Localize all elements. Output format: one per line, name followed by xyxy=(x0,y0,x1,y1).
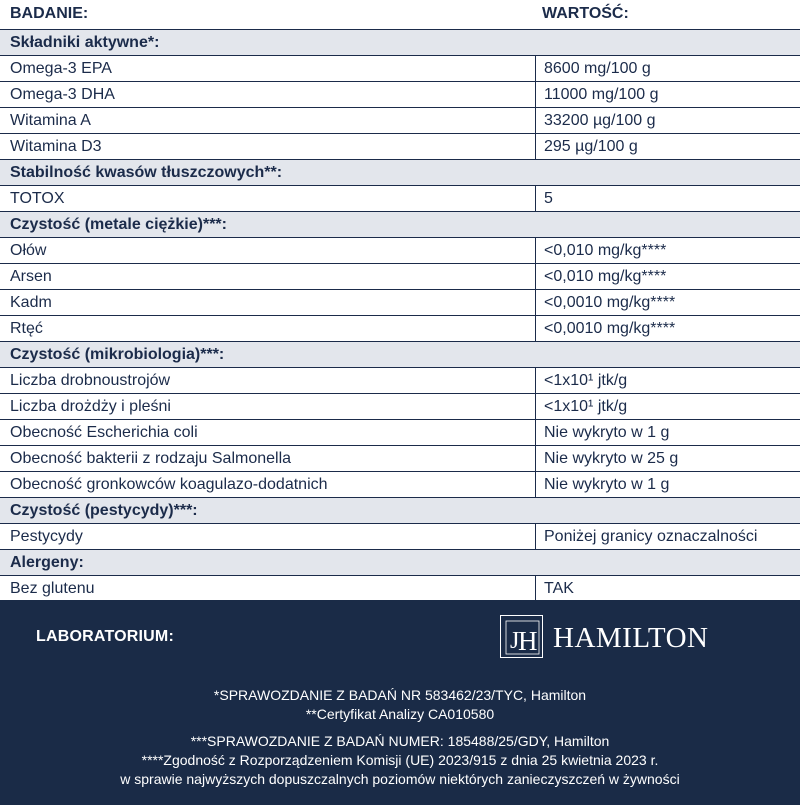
column-divider xyxy=(535,56,536,81)
column-divider xyxy=(535,394,536,419)
column-divider xyxy=(535,82,536,107)
table-row xyxy=(0,263,800,289)
column-divider xyxy=(535,238,536,263)
hamilton-logo-text: HAMILTON xyxy=(553,622,709,654)
table-row xyxy=(0,315,800,341)
section-row xyxy=(0,341,800,367)
test-value: Nie wykryto w 25 g xyxy=(544,450,679,467)
test-value: <1x10¹ jtk/g xyxy=(544,398,628,415)
column-divider xyxy=(535,316,536,341)
test-name: Pestycydy xyxy=(10,528,83,545)
column-divider xyxy=(535,420,536,445)
test-name: Obecność Escherichia coli xyxy=(10,424,198,441)
test-value: <0,0010 mg/kg**** xyxy=(544,320,676,337)
hamilton-logo-mark-icon xyxy=(500,615,543,658)
column-divider xyxy=(535,524,536,549)
section-title: Składniki aktywne*: xyxy=(10,34,160,51)
test-name: Liczba drożdży i pleśni xyxy=(10,398,171,415)
footnote-5: w sprawie najwyższych dopuszczalnych poziomów niektórych zanieczyszczeń w żywności xyxy=(120,771,680,787)
table-row xyxy=(0,81,800,107)
laboratory-label: LABORATORIUM: xyxy=(36,628,174,645)
column-divider xyxy=(535,186,536,211)
table-row xyxy=(0,367,800,393)
column-header-value: WARTOŚĆ: xyxy=(542,5,629,22)
column-divider xyxy=(535,446,536,471)
test-value: Nie wykryto w 1 g xyxy=(544,476,670,493)
test-value: 295 µg/100 g xyxy=(544,138,638,155)
column-divider xyxy=(535,368,536,393)
table-row xyxy=(0,445,800,471)
table-row xyxy=(0,237,800,263)
table-row xyxy=(0,575,800,601)
section-row xyxy=(0,159,800,185)
test-value: <1x10¹ jtk/g xyxy=(544,372,628,389)
column-divider xyxy=(535,290,536,315)
section-title: Alergeny: xyxy=(10,554,84,571)
footnotes xyxy=(0,686,800,789)
table-row xyxy=(0,471,800,497)
column-divider xyxy=(535,134,536,159)
column-divider xyxy=(535,576,536,601)
table-header xyxy=(0,0,800,29)
test-name: Liczba drobnoustrojów xyxy=(10,372,171,389)
test-value: Poniżej granicy oznaczalności xyxy=(544,528,758,545)
test-name: Bez glutenu xyxy=(10,580,95,597)
test-name: Rtęć xyxy=(10,320,43,337)
test-name: Obecność gronkowców koagulazo-dodatnich xyxy=(10,476,328,493)
table-body xyxy=(0,29,800,601)
test-name: Witamina A xyxy=(10,112,91,129)
section-row xyxy=(0,211,800,237)
footnote-1: *SPRAWOZDANIE Z BADAŃ NR 583462/23/TYC, Hamilton xyxy=(213,687,587,703)
section-row xyxy=(0,549,800,575)
footnote-2: **Certyfikat Analizy CA010580 xyxy=(305,706,495,722)
test-value: <0,010 mg/kg**** xyxy=(544,268,667,285)
test-name: Arsen xyxy=(10,268,52,285)
test-name: Omega-3 DHA xyxy=(10,86,115,103)
table-row xyxy=(0,393,800,419)
column-divider xyxy=(535,472,536,497)
test-value: 5 xyxy=(544,190,553,207)
table-row xyxy=(0,185,800,211)
svg-text:J: J xyxy=(510,628,520,654)
test-value: TAK xyxy=(544,580,574,597)
section-title: Czystość (metale ciężkie)***: xyxy=(10,216,227,233)
test-value: 33200 µg/100 g xyxy=(544,112,656,129)
laboratory-footer xyxy=(0,600,800,805)
table-row xyxy=(0,523,800,549)
table-row xyxy=(0,133,800,159)
test-name: TOTOX xyxy=(10,190,65,207)
column-divider xyxy=(535,264,536,289)
footnote-3: ***SPRAWOZDANIE Z BADAŃ NUMER: 185488/25/GDY, Hamilton xyxy=(190,733,610,749)
test-value: <0,0010 mg/kg**** xyxy=(544,294,676,311)
test-name: Ołów xyxy=(10,242,47,259)
section-row xyxy=(0,29,800,55)
section-row xyxy=(0,497,800,523)
svg-text:H: H xyxy=(518,626,538,656)
section-title: Czystość (pestycydy)***: xyxy=(10,502,198,519)
table-row xyxy=(0,419,800,445)
table-row xyxy=(0,289,800,315)
section-title: Czystość (mikrobiologia)***: xyxy=(10,346,225,363)
column-header-test: BADANIE: xyxy=(10,5,89,22)
test-value: 11000 mg/100 g xyxy=(544,86,659,103)
test-value: Nie wykryto w 1 g xyxy=(544,424,670,441)
test-name: Omega-3 EPA xyxy=(10,60,112,77)
test-name: Kadm xyxy=(10,294,52,311)
test-value: <0,010 mg/kg**** xyxy=(544,242,667,259)
column-divider xyxy=(535,108,536,133)
table-row xyxy=(0,107,800,133)
table-row xyxy=(0,55,800,81)
test-name: Witamina D3 xyxy=(10,138,102,155)
test-value: 8600 mg/100 g xyxy=(544,60,651,77)
footnote-4: ****Zgodność z Rozporządzeniem Komisji (UE) 2023/915 z dnia 25 kwietnia 2023 r. xyxy=(141,752,659,768)
section-title: Stabilność kwasów tłuszczowych**: xyxy=(10,164,283,181)
test-name: Obecność bakterii z rodzaju Salmonella xyxy=(10,450,292,467)
